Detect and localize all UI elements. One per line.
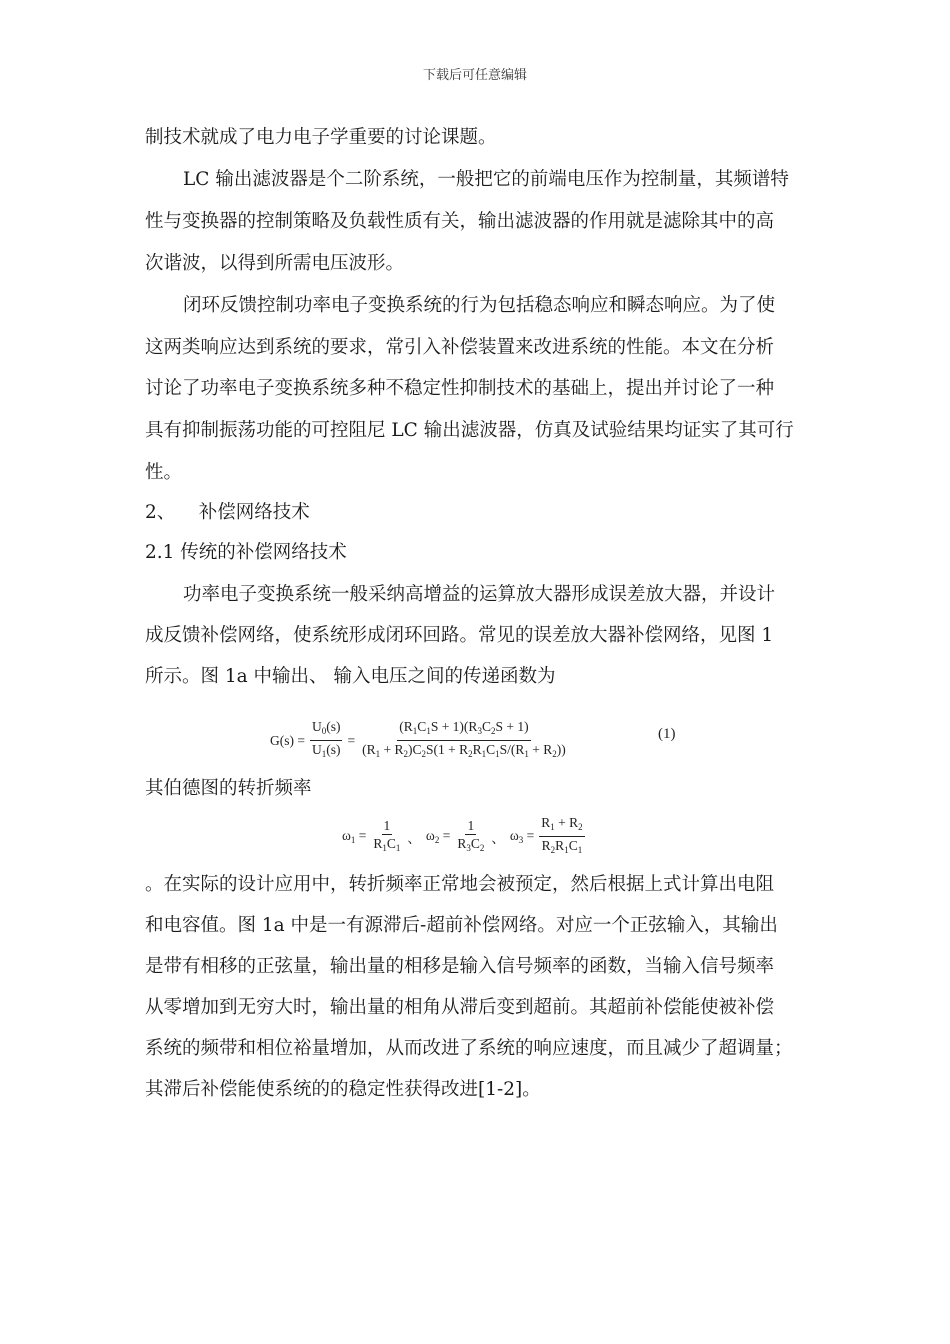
subsection-heading: 2.1 传统的补偿网络技术 xyxy=(145,542,347,563)
equation-number: (1) xyxy=(658,726,676,742)
paragraph-line: 性。 xyxy=(145,462,183,483)
paragraph-line: 从零增加到无穷大时，输出量的相角从滞后变到超前。其超前补偿能使被补偿 xyxy=(145,997,775,1018)
equation-lhs: G(s) = xyxy=(270,732,305,748)
paragraph-line: 是带有相移的正弦量，输出量的相移是输入信号频率的函数，当输入信号频率 xyxy=(145,956,775,977)
equation-equals: = xyxy=(347,732,356,748)
corner-frequency-equation xyxy=(342,814,585,859)
paragraph-line: 成反馈补偿网络，使系统形成闭环回路。常见的误差放大器补偿网络，见图 1 xyxy=(145,625,774,646)
equation-ratio-numerator: $U_0(s)$ xyxy=(310,718,343,741)
omega3-fraction xyxy=(539,814,584,859)
equation-ratio xyxy=(310,718,343,763)
paragraph-line: 具有抑制振荡功能的可控阻尼 LC 输出滤波器，仿真及试验结果均证实了其可行 xyxy=(145,420,794,441)
omega3-numerator: $R_1 + R_2$ xyxy=(539,814,584,837)
separator: 、 xyxy=(407,830,421,846)
equation-ratio-denominator: $U_1(s)$ xyxy=(311,742,341,759)
paragraph-line: 。在实际的设计应用中，转折频率正常地会被预定，然后根据上式计算出电阻 xyxy=(145,874,775,895)
equation-rhs-denominator: $(R_1 + R_2)C_2S(1 + R_2R_1C_1S/(R_1 + R_2))$ xyxy=(362,742,566,759)
paragraph-line: 这两类响应达到系统的要求，常引入补偿装置来改进系统的性能。本文在分析 xyxy=(145,337,775,358)
omega1-fraction xyxy=(371,817,402,857)
paragraph-line: 次谐波，以得到所需电压波形。 xyxy=(145,253,405,274)
paragraph-line: 功率电子变换系统一般采纳高增益的运算放大器形成误差放大器，并设计 xyxy=(183,584,776,605)
page-header: 下载后可任意编辑 xyxy=(422,68,527,83)
transfer-function-equation xyxy=(270,718,568,763)
omega2-denominator: $R_3C_2$ xyxy=(457,835,485,853)
paragraph-line: 和电容值。图 1a 中是一有源滞后-超前补偿网络。对应一个正弦输入，其输出 xyxy=(145,915,778,936)
paragraph-line: 所示。图 1a 中输出、 输入电压之间的传递函数为 xyxy=(145,666,556,687)
separator: 、 xyxy=(491,830,505,846)
paragraph-line: 闭环反馈控制功率电子变换系统的行为包括稳态响应和瞬态响应。为了使 xyxy=(183,295,776,316)
equation-rhs-numerator: $(R_1C_1S + 1)(R_3C_2S + 1)$ xyxy=(397,718,530,741)
paragraph-line: 制技术就成了电力电子学重要的讨论课题。 xyxy=(145,127,497,148)
omega3-label: $\omega_3$ = xyxy=(509,828,535,845)
paragraph-line: LC 输出滤波器是个二阶系统，一般把它的前端电压作为控制量，其频谱特 xyxy=(183,169,789,190)
paragraph-line: 其伯德图的转折频率 xyxy=(145,778,312,799)
omega1-label: $\omega_1$ = xyxy=(342,828,367,845)
omega3-denominator: $R_2R_1C_1$ xyxy=(541,838,583,855)
omega1-numerator: 1 xyxy=(383,817,391,833)
omega2-numerator: 1 xyxy=(467,817,475,833)
omega2-fraction xyxy=(455,817,486,857)
paragraph-line: 其滞后补偿能使系统的的稳定性获得改进[1-2]。 xyxy=(145,1079,541,1100)
omega1-denominator: $R_1C_1$ xyxy=(373,835,401,853)
paragraph-line: 性与变换器的控制策略及负载性质有关，输出滤波器的作用就是滤除其中的高 xyxy=(145,211,775,232)
section-heading: 2、 补偿网络技术 xyxy=(145,502,310,523)
omega2-label: $\omega_2$ = xyxy=(425,828,451,845)
equation-rhs-fraction xyxy=(360,718,568,763)
paragraph-line: 讨论了功率电子变换系统多种不稳定性抑制技术的基础上，提出并讨论了一种 xyxy=(145,378,775,399)
paragraph-line: 系统的频带和相位裕量增加，从而改进了系统的响应速度，而且减少了超调量； xyxy=(145,1038,793,1059)
